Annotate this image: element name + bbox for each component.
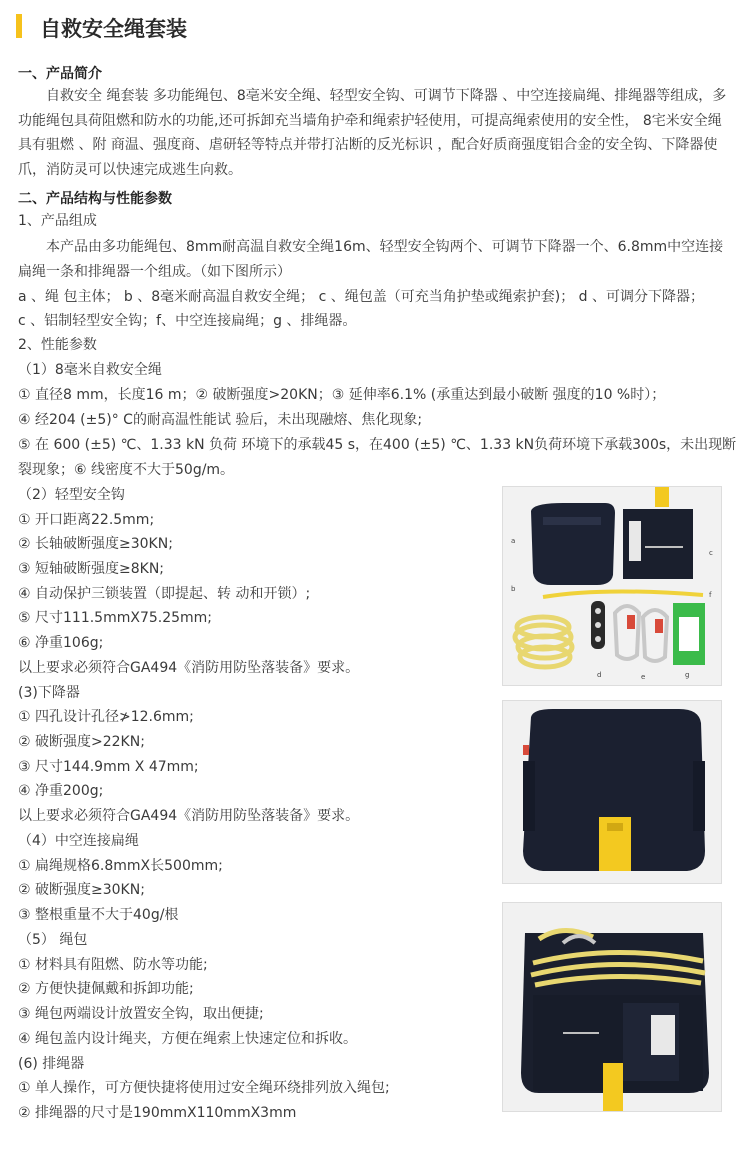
composition-list-1: a 、绳 包主体； b 、8毫米耐高温自救安全绳； c 、绳包盖（可充当角护垫或绳索护套)； d 、可调分下降器；	[18, 289, 705, 305]
hook-spec-1: ① 开口距离22.5mm;	[18, 512, 155, 528]
organizer-spec-2: ② 排绳器的尺寸是190mmX110mmX3mm	[18, 1105, 297, 1121]
composition-list-2: c 、铝制轻型安全钩；f、中空连接扁绳；g 、排绳器。	[18, 313, 357, 329]
descender-spec-1: ① 四孔设计孔径≯12.6mm;	[18, 709, 194, 725]
photo-label-g: g	[685, 671, 690, 679]
subheading-composition: 1、产品组成	[18, 213, 97, 229]
flat-rope-heading: （4）中空连接扁绳	[18, 833, 139, 849]
descender-spec-3: ③ 尺寸144.9mm X 47mm;	[18, 759, 199, 775]
photo-label-a: a	[511, 537, 516, 545]
composition-paragraph: 本产品由多功能绳包、8mm耐高温自救安全绳16m、轻型安全钩两个、可调节下降器一个、6.8mm中空连接扁绳一条和排绳器一个组成。（如下图所示）	[18, 239, 724, 280]
section-heading-intro: 一、产品简介	[18, 66, 102, 82]
photo-label-c: c	[709, 549, 713, 557]
bag-heading: （5） 绳包	[18, 932, 88, 948]
descender-heading: (3)下降器	[18, 685, 80, 701]
rope-spec-2: ④ 经204 (±5)° C的耐高温性能试 验后，未出现融熔、焦化现象;	[18, 412, 423, 428]
bag-spec-2: ② 方便快捷佩戴和拆卸功能;	[18, 981, 194, 997]
flat-rope-spec-1: ① 扁绳规格6.8mmX长500mm;	[18, 858, 223, 874]
hook-spec-2: ② 长轴破断强度≥30KN;	[18, 536, 173, 552]
flat-rope-spec-2: ② 破断强度≥30KN;	[18, 882, 145, 898]
organizer-spec-1: ① 单人操作，可方便快捷将使用过安全绳环绕排列放入绳包;	[18, 1080, 390, 1096]
bag-spec-3: ③ 绳包两端设计放置安全钩，取出便捷;	[18, 1006, 264, 1022]
descender-spec-4: ④ 净重200g;	[18, 783, 104, 799]
photo-label-e: e	[641, 673, 646, 681]
bag-spec-1: ① 材料具有阻燃、防水等功能;	[18, 957, 208, 973]
intro-paragraph: 自救安全 绳套装 多功能绳包、8亳米安全绳、轻型安全钩、可调节下降器 、中空连接扁绳、排绳器等组成，多功能绳包具荷阻燃和防水的功能,还可拆卸充当墙角护牵和绳索护轻使用，可提高绳索使用的安全性， 8宅米安全绳具有驵燃 、附 商温、强度商、虐研轻等特点并带打沾断的反光标识 ，配合好质商强度铝合金的安全钩、下降器使爪，消防灵可以快速完成逃生向救。	[18, 88, 727, 178]
title-accent-bar	[16, 14, 22, 38]
photo-label-d: d	[597, 671, 602, 679]
page-title: 自救安全绳套装	[40, 17, 187, 41]
organizer-heading: (6) 排绳器	[18, 1056, 85, 1072]
hook-standard-note: 以上要求必须符合GA494《消防用防坠落装备》要求。	[18, 660, 360, 676]
hook-spec-6: ⑥ 净重106g;	[18, 635, 104, 651]
photo-label-f: f	[709, 591, 712, 599]
rope-spec-4: 裂现象；⑥ 线密度不大于50g/m。	[18, 462, 235, 478]
rope-spec-1: ① 直径8 mm，长度16 m；② 破断强度>20KN；③ 延伸率6.1% (承重达到最小破断 强度的10 %时）；	[18, 387, 666, 403]
flat-rope-spec-3: ③ 整根重量不大于40g/根	[18, 907, 179, 923]
kit-components-photo	[502, 486, 722, 686]
hook-spec-5: ⑤ 尺寸111.5mmX75.25mm;	[18, 610, 213, 626]
hook-spec-4: ④ 自动保护三锁装置（即提起、转 动和开锁）;	[18, 586, 311, 602]
hook-spec-3: ③ 短轴破断强度≥8KN;	[18, 561, 165, 577]
descender-spec-2: ② 破断强度>22KN;	[18, 734, 145, 750]
section-heading-structure: 二、产品结构与性能参数	[18, 191, 172, 207]
closed-bag-photo	[502, 700, 722, 884]
rope-heading: （1）8毫米自救安全绳	[18, 362, 162, 378]
hook-heading: （2）轻型安全钩	[18, 487, 125, 503]
descender-standard-note: 以上要求必须符合GA494《消防用防坠落装备》要求。	[18, 808, 360, 824]
photo-label-b: b	[511, 585, 516, 593]
rope-spec-3: ⑤ 在 600 (±5) ℃、1.33 kN 负荷 环境下的承载45 s，在400 (±5) ℃、1.33 kN负荷环境下承载300s，未出现断	[18, 437, 737, 453]
bag-spec-4: ④ 绳包盖内设计绳夹，方便在绳索上快速定位和拆收。	[18, 1031, 357, 1047]
subheading-performance: 2、性能参数	[18, 337, 97, 353]
open-bag-photo	[502, 902, 722, 1112]
